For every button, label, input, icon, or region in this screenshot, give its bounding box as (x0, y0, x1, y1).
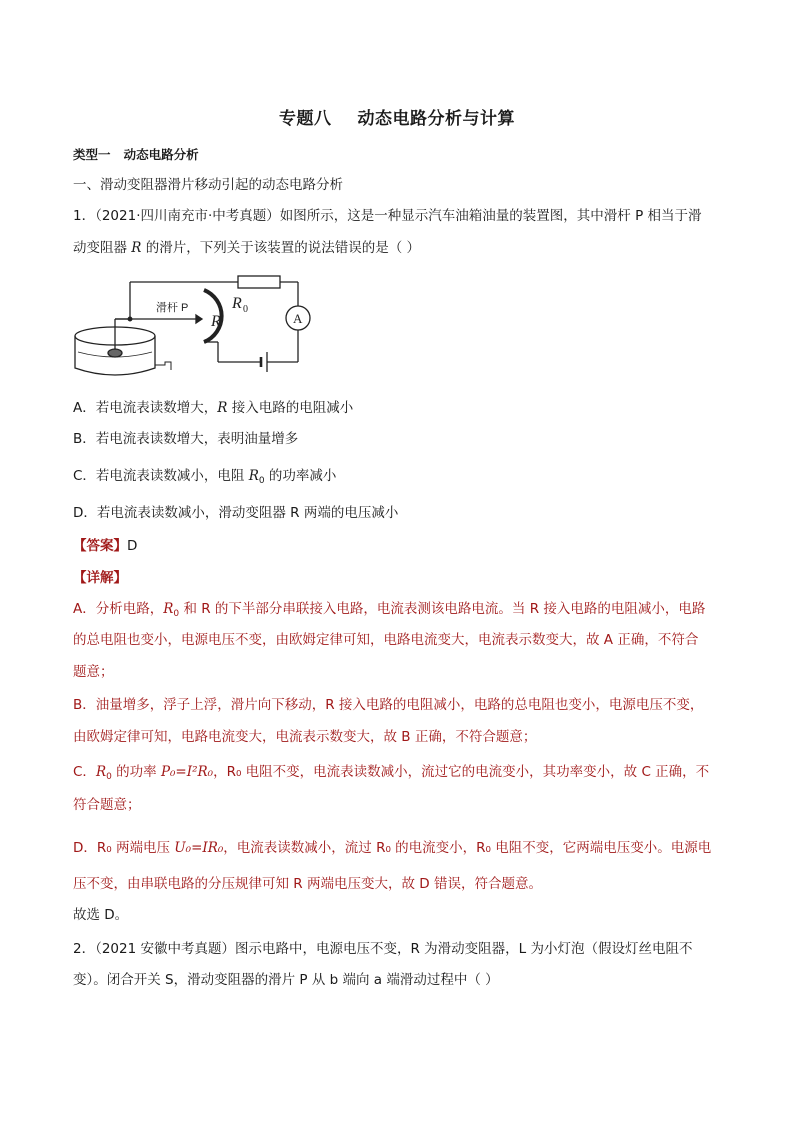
q2-stem-line2: 变）。闭合开关 S，滑动变阻器的滑片 P 从 b 端向 a 端滑动过程中（ ） (73, 972, 499, 988)
detail-B-line2: 由欧姆定律可知，电路电流变大，电流表示数变大，故 B 正确，不符合题意； (73, 729, 537, 745)
detail-D-line1: D．R₀ 两端电压 U₀=IR₀，电流表读数减小，流过 R₀ 的电流变小，R₀ 电阻不变，它两端电压变小。电源电 (73, 840, 712, 856)
label-R: R (211, 313, 221, 330)
resistor-R0 (238, 276, 280, 288)
detail-A-line1: A．分析电路，$R_0$ 和 R 的下半部分串联接入电路，电流表测该电路电流。当 R 接入电路的电阻减小，电路 (73, 601, 706, 619)
label-ammeter-A: A (293, 311, 303, 326)
detail-A-line3: 题意； (73, 664, 114, 680)
label-slider: 滑杆 P (156, 302, 189, 314)
title-sub: 动态电路分析与计算 (357, 109, 515, 129)
detail-B-line1: B．油量增多，浮子上浮，滑片向下移动，R 接入电路的电阻减小，电路的总电阻也变小，电源电压不变， (73, 697, 704, 713)
detail-C-line1: C．$R_0$ 的功率 P₀=I²R₀，R₀ 电阻不变，电流表读数减小，流过它的电流变小，其功率变小，故 C 正确，不 (73, 764, 710, 782)
q1-option-D: D．若电流表读数减小，滑动变阻器 R 两端的电压减小 (73, 505, 399, 521)
subsection-heading: 一、滑动变阻器滑片移动引起的动态电路分析 (73, 177, 343, 193)
q2-stem-line1: 2．（2021 安徽中考真题）图示电路中，电源电压不变，R 为滑动变阻器，L 为小灯泡（假设灯丝电阻不 (73, 941, 693, 957)
detail-D-line2: 压不变，由串联电路的分压规律可知 R 两端电压变大，故 D 错误，符合题意。 (73, 876, 542, 892)
q1-option-C: C．若电流表读数减小，电阻 $R_0$ 的功率减小 (73, 468, 337, 486)
float (108, 349, 122, 357)
section-heading: 类型一 动态电路分析 (73, 147, 199, 162)
q1-option-B: B．若电流表读数增大，表明油量增多 (73, 431, 299, 447)
q1-stem-line2: 动变阻器 R 的滑片，下列关于该装置的说法错误的是（ ） (73, 240, 421, 256)
label-R0-sub: 0 (243, 304, 248, 315)
oil-tank-circuit-figure (70, 270, 320, 388)
detail-conclusion: 故选 D。 (73, 907, 129, 923)
q1-answer: 【答案】D (73, 538, 138, 554)
q1-detail-label: 【详解】 (73, 570, 127, 586)
detail-C-line2: 符合题意； (73, 797, 141, 813)
title-main: 专题八 (279, 109, 332, 129)
q1-stem-line1: 1．（2021·四川南充市·中考真题）如图所示，这是一种显示汽车油箱油量的装置图，其中滑杆 P 相当于滑 (73, 208, 702, 224)
label-R0: R (232, 295, 242, 312)
q1-option-A: A．若电流表读数增大，R 接入电路的电阻减小 (73, 400, 354, 416)
detail-A-line2: 的总电阻也变小，电源电压不变，由欧姆定律可知，电路电流变大，电流表示数变大，故 A 正确，不符合 (73, 632, 699, 648)
page-title (0, 104, 794, 129)
